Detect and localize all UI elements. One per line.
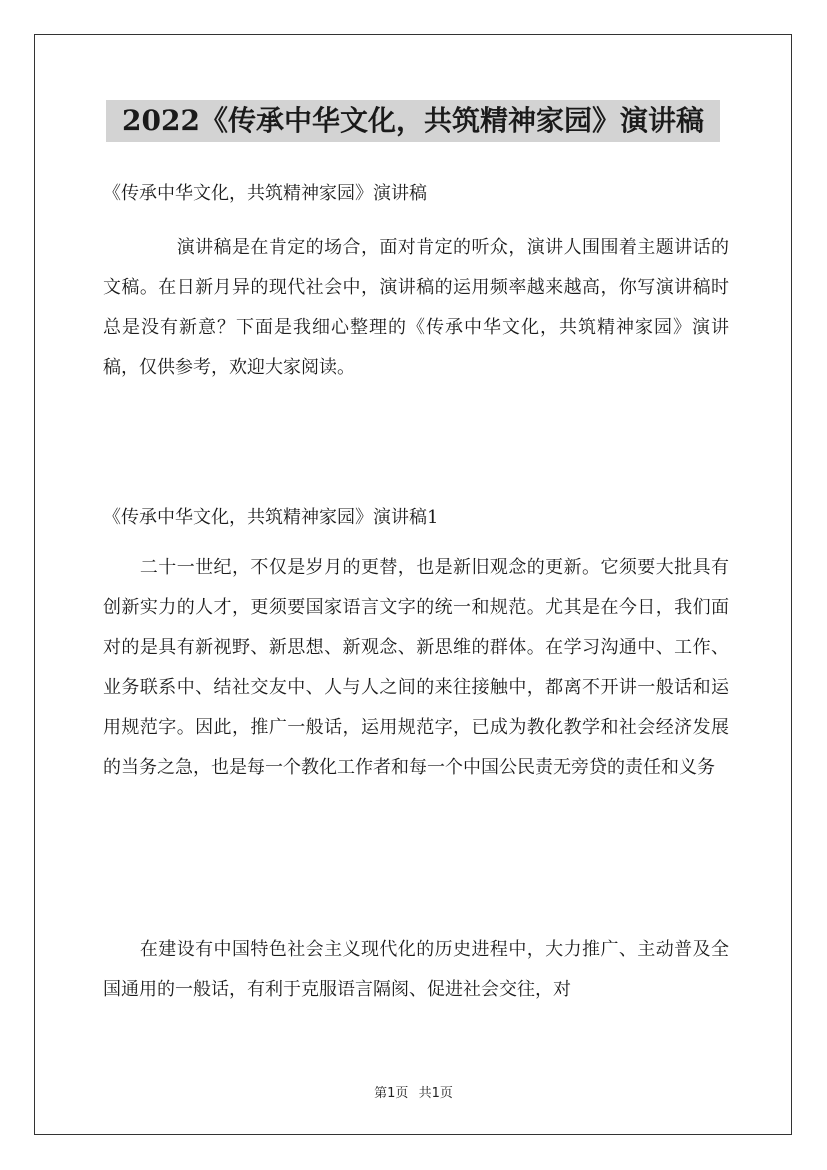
body-paragraph-2: 在建设有中国特色社会主义现代化的历史进程中，大力推广、主动普及全国通用的一般话，有利于克服语言隔阂、促进社会交往，对 [103, 939, 729, 1000]
intro-paragraph: 演讲稿是在肯定的场合，面对肯定的听众，演讲人围围着主题讲话的文稿。在日新月异的现代社会中，演讲稿的运用频率越来越高，你写演讲稿时总是没有新意？下面是我细心整理的《传承中华文化，共筑精神家园》演讲稿，仅供参考，欢迎大家阅读。 [103, 237, 729, 378]
document-subtitle: 《传承中华文化，共筑精神家园》演讲稿 [103, 183, 427, 204]
body-paragraph-1: 二十一世纪，不仅是岁月的更替，也是新旧观念的更新。它须要大批具有创新实力的人才，更须要国家语言文字的统一和规范。尤其是在今日，我们面对的是具有新视野、新思想、新观念、新思维的群体。在学习沟通中、工作、业务联系中、结社交友中、人与人之间的来往接触中，都离不开讲一般话和运用规范字。因此，推广一般话，运用规范字，已成为教化教学和社会经济发展的当务之急，也是每一个教化工作者和每一个中国公民责无旁贷的责任和义务 [103, 557, 729, 778]
page-total: 共1页 [418, 1086, 453, 1101]
document-title: 2022《传承中华文化，共筑精神家园》演讲稿 [106, 100, 720, 142]
page-footer [0, 1082, 827, 1101]
page-number: 第1页 [374, 1086, 409, 1101]
section-heading: 《传承中华文化，共筑精神家园》演讲稿1 [103, 507, 439, 528]
